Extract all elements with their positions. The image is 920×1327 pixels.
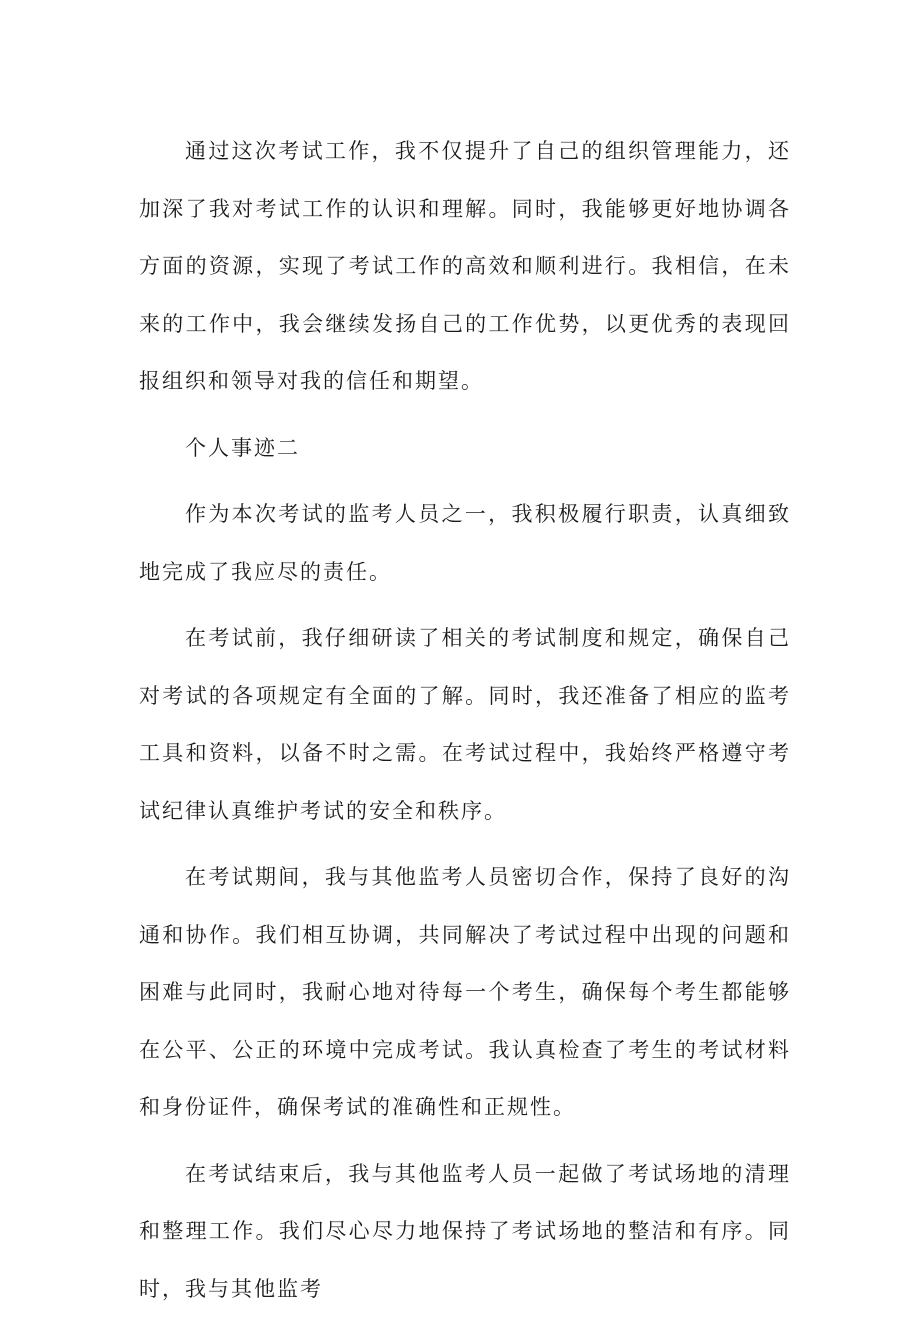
document-body bbox=[139, 123, 791, 1327]
paragraph-after-exam: 在考试结束后，我与其他监考人员一起做了考试场地的清理和整理工作。我们尽心尽力地保持了考试场地的整洁和有序。同时，我与其他监考 bbox=[139, 1161, 791, 1301]
paragraph-invigilator-role: 作为本次考试的监考人员之一，我积极履行职责，认真细致地完成了我应尽的责任。 bbox=[139, 502, 791, 584]
paragraph-during-exam: 在考试期间，我与其他监考人员密切合作，保持了良好的沟通和协作。我们相互协调，共同解决了考试过程中出现的问题和困难与此同时，我耐心地对待每一个考生，确保每个考生都能够在公平、公正的环境中完成考试。我认真检查了考生的考试材料和身份证件，确保考试的准确性和正规性。 bbox=[139, 865, 791, 1119]
paragraph-before-exam: 在考试前，我仔细研读了相关的考试制度和规定，确保自己对考试的各项规定有全面的了解。同时，我还准备了相应的监考工具和资料，以备不时之需。在考试过程中，我始终严格遵守考试纪律认真维护考试的安全和秩序。 bbox=[139, 626, 791, 823]
section-heading: 个人事迹二 bbox=[185, 435, 300, 460]
paragraph-work-summary: 通过这次考试工作，我不仅提升了自己的组织管理能力，还加深了我对考试工作的认识和理解。同时，我能够更好地协调各方面的资源，实现了考试工作的高效和顺利进行。我相信，在未来的工作中，我会继续发扬自己的工作优势，以更优秀的表现回报组织和领导对我的信任和期望。 bbox=[139, 139, 791, 393]
